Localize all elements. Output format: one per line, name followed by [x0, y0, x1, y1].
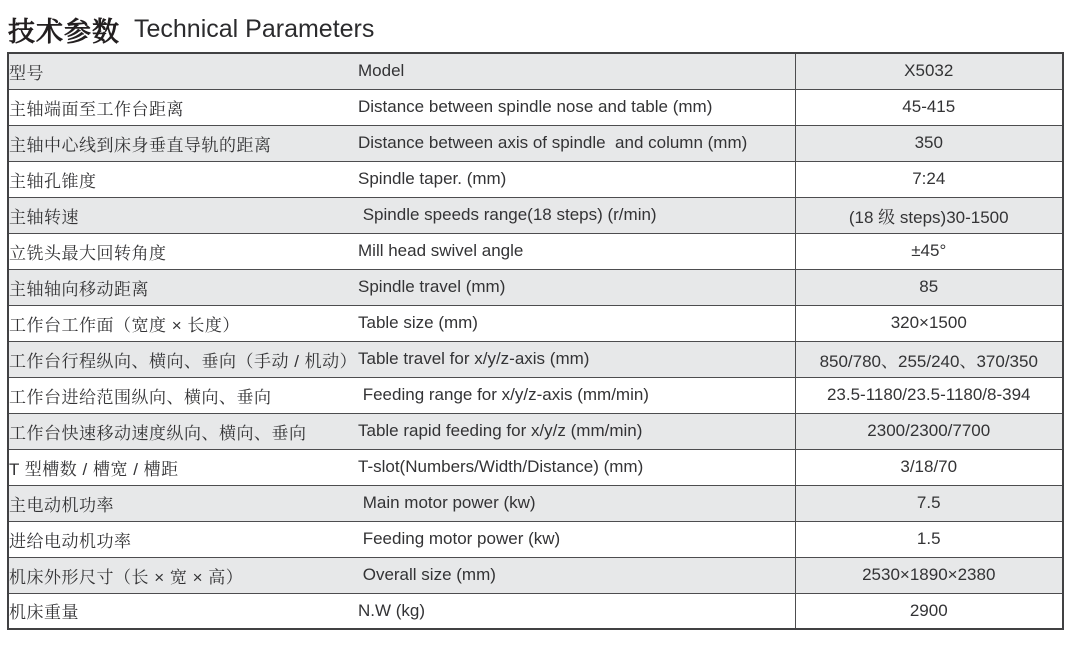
param-value: 1.5	[795, 521, 1063, 557]
table-row	[8, 593, 1063, 629]
param-name-zh: 主轴轴向移动距离	[8, 269, 358, 305]
param-name-zh: 主轴端面至工作台距离	[8, 89, 358, 125]
param-value: 3/18/70	[795, 449, 1063, 485]
param-name-zh: 主轴孔锥度	[8, 161, 358, 197]
param-value: (18 级 steps)30-1500	[795, 197, 1063, 233]
param-name-en: Mill head swivel angle	[358, 233, 795, 269]
param-value: 2300/2300/7700	[795, 413, 1063, 449]
param-name-en: Distance between axis of spindle and column (mm)	[358, 125, 795, 161]
table-row	[8, 269, 1063, 305]
param-name-zh: 型号	[8, 53, 358, 89]
param-value: 2530×1890×2380	[795, 557, 1063, 593]
param-name-en: Table rapid feeding for x/y/z (mm/min)	[358, 413, 795, 449]
param-value: 7.5	[795, 485, 1063, 521]
table-row	[8, 89, 1063, 125]
page-title	[0, 0, 1067, 50]
param-value: 7:24	[795, 161, 1063, 197]
param-name-en: Table travel for x/y/z-axis (mm)	[358, 341, 795, 377]
param-value: 23.5-1180/23.5-1180/8-394	[795, 377, 1063, 413]
param-name-zh: 工作台进给范围纵向、横向、垂向	[8, 377, 358, 413]
param-name-en: Table size (mm)	[358, 305, 795, 341]
param-name-zh: 工作台快速移动速度纵向、横向、垂向	[8, 413, 358, 449]
param-name-zh: T 型槽数 / 槽宽 / 槽距	[8, 449, 358, 485]
page-title-chinese: 技术参数	[8, 16, 120, 47]
param-name-en: Main motor power (kw)	[358, 485, 795, 521]
param-name-en: T-slot(Numbers/Width/Distance) (mm)	[358, 449, 795, 485]
technical-parameters-table	[7, 52, 1064, 630]
param-name-zh: 机床外形尺寸（长 × 宽 × 高）	[8, 557, 358, 593]
table-row	[8, 53, 1063, 89]
table-row	[8, 413, 1063, 449]
table-row	[8, 557, 1063, 593]
param-name-en: Overall size (mm)	[358, 557, 795, 593]
param-value: 45-415	[795, 89, 1063, 125]
param-value: X5032	[795, 53, 1063, 89]
param-name-en: Spindle taper. (mm)	[358, 161, 795, 197]
param-name-zh: 工作台工作面（宽度 × 长度）	[8, 305, 358, 341]
param-name-zh: 进给电动机功率	[8, 521, 358, 557]
param-name-zh: 主轴转速	[8, 197, 358, 233]
table-row	[8, 233, 1063, 269]
param-name-en: Spindle travel (mm)	[358, 269, 795, 305]
param-name-en: N.W (kg)	[358, 593, 795, 629]
table-row	[8, 521, 1063, 557]
param-name-zh: 工作台行程纵向、横向、垂向（手动 / 机动）	[8, 341, 358, 377]
table-row	[8, 305, 1063, 341]
table-row	[8, 449, 1063, 485]
page-title-english: Technical Parameters	[134, 14, 375, 43]
param-name-zh: 立铣头最大回转角度	[8, 233, 358, 269]
param-value: 85	[795, 269, 1063, 305]
param-name-en: Feeding range for x/y/z-axis (mm/min)	[358, 377, 795, 413]
param-name-en: Spindle speeds range(18 steps) (r/min)	[358, 197, 795, 233]
param-name-zh: 主电动机功率	[8, 485, 358, 521]
table-body	[8, 53, 1063, 629]
table-row	[8, 485, 1063, 521]
param-value: 850/780、255/240、370/350	[795, 341, 1063, 377]
table-row	[8, 161, 1063, 197]
param-value: ±45°	[795, 233, 1063, 269]
param-name-zh: 机床重量	[8, 593, 358, 629]
param-value: 350	[795, 125, 1063, 161]
table-row	[8, 125, 1063, 161]
table-row	[8, 377, 1063, 413]
param-value: 2900	[795, 593, 1063, 629]
table-row	[8, 197, 1063, 233]
param-value: 320×1500	[795, 305, 1063, 341]
param-name-en: Distance between spindle nose and table (mm)	[358, 89, 795, 125]
param-name-en: Feeding motor power (kw)	[358, 521, 795, 557]
table-row	[8, 341, 1063, 377]
param-name-en: Model	[358, 53, 795, 89]
param-name-zh: 主轴中心线到床身垂直导轨的距离	[8, 125, 358, 161]
